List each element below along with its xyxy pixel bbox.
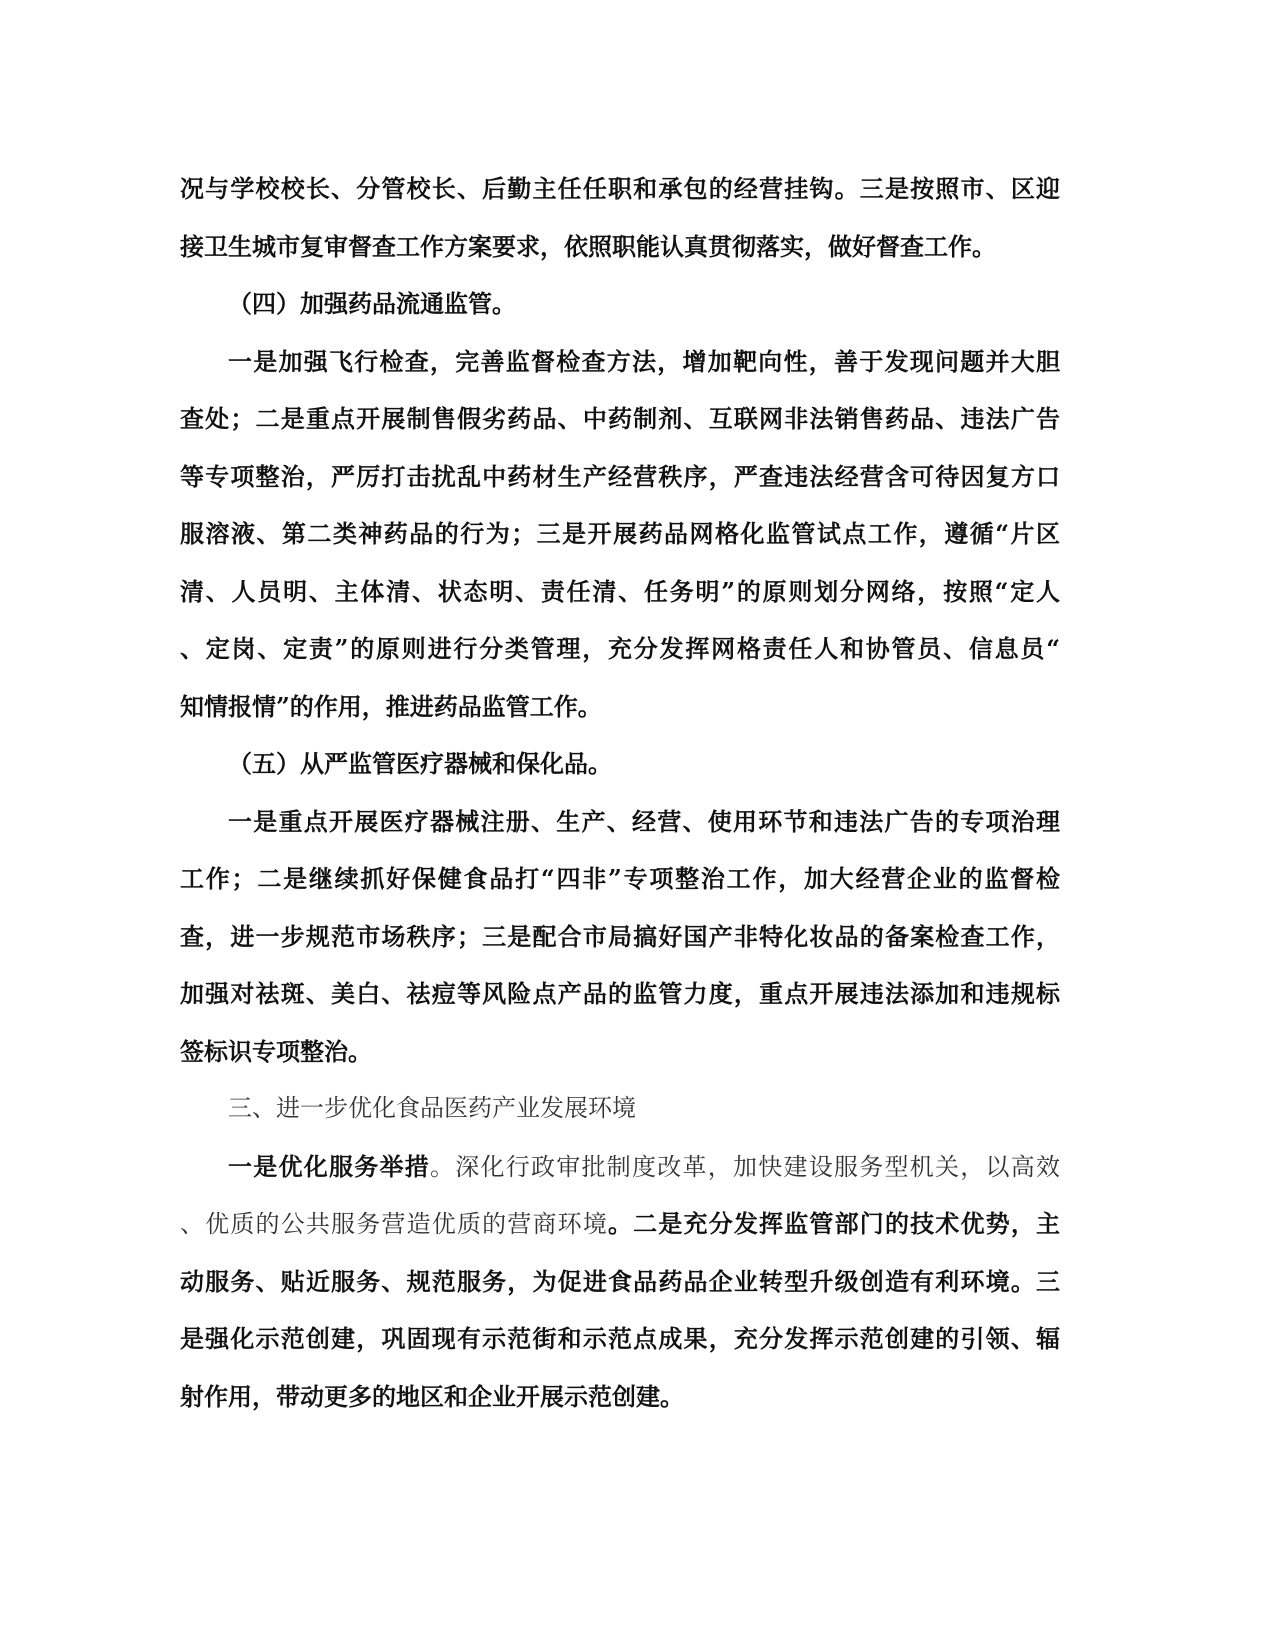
paragraph-line: 查，进一步规范市场秩序；三是配合市局搞好国产非特化妆品的备案检查工作， — [180, 921, 1060, 951]
paragraph-line — [180, 1195, 1060, 1253]
paragraph-line: 射作用，带动更多的地区和企业开展示范创建。 — [180, 1381, 684, 1411]
paragraph-line: 动服务、贴近服务、规范服务，为促进食品药品企业转型升级创造有利环境。三 — [180, 1266, 1060, 1296]
chapter-heading: 三、进一步优化食品医药产业发展环境 — [228, 1094, 636, 1122]
paragraph-line: 一是重点开展医疗器械注册、生产、经营、使用环节和违法广告的专项治理 — [228, 806, 1060, 836]
section-heading: （四）加强药品流通监管。 — [228, 289, 516, 318]
paragraph-line — [180, 1138, 1060, 1196]
paragraph-line: 服溶液、第二类神药品的行为；三是开展药品网格化监管试点工作，遵循“片区 — [180, 519, 1060, 548]
paragraph-line: 加强对祛斑、美白、祛痘等风险点产品的监管力度，重点开展违法添加和违规标 — [180, 979, 1060, 1008]
paragraph-line: 是强化示范创建，巩固现有示范街和示范点成果，充分发挥示范创建的引领、辐 — [180, 1324, 1060, 1353]
document-body — [180, 160, 1060, 1425]
paragraph-line: 、定岗、定责”的原则进行分类管理，充分发挥网格责任人和协管员、信息员“ — [180, 634, 1060, 663]
paragraph-line: 况与学校校长、分管校长、后勤主任任职和承包的经营挂钩。三是按照市、区迎 — [180, 174, 1060, 203]
paragraph-text: 、优质的公共服务营造优质的营商环境 — [180, 1210, 608, 1238]
paragraph-line: 等专项整治，严厉打击扰乱中药材生产经营秩序，严查违法经营含可待因复方口 — [180, 461, 1060, 491]
paragraph-line: 工作；二是继续抓好保健食品打“四非”专项整治工作，加大经营企业的监督检 — [180, 864, 1060, 893]
paragraph-line: 知情报情”的作用，推进药品监管工作。 — [180, 691, 602, 721]
paragraph-text: 。二是充分发挥监管部门的技术优势，主 — [608, 1209, 1060, 1238]
paragraph-lead: 一是优化服务举措 — [228, 1151, 430, 1181]
paragraph-line: 查处；二是重点开展制售假劣药品、中药制剂、互联网非法销售药品、违法广告 — [180, 404, 1060, 433]
paragraph-line: 一是加强飞行检查，完善监督检查方法，增加靶向性，善于发现问题并大胆 — [228, 346, 1060, 376]
paragraph-line: 清、人员明、主体清、状态明、责任清、任务明”的原则划分网络，按照“定人 — [180, 576, 1060, 606]
paragraph-line: 接卫生城市复审督查工作方案要求，依照职能认真贯彻落实，做好督查工作。 — [180, 231, 996, 261]
paragraph-line: 签标识专项整治。 — [180, 1036, 372, 1066]
section-heading: （五）从严监管医疗器械和保化品。 — [228, 749, 612, 778]
paragraph-text: 。深化行政审批制度改革，加快建设服务型机关，以高效 — [430, 1152, 1060, 1181]
